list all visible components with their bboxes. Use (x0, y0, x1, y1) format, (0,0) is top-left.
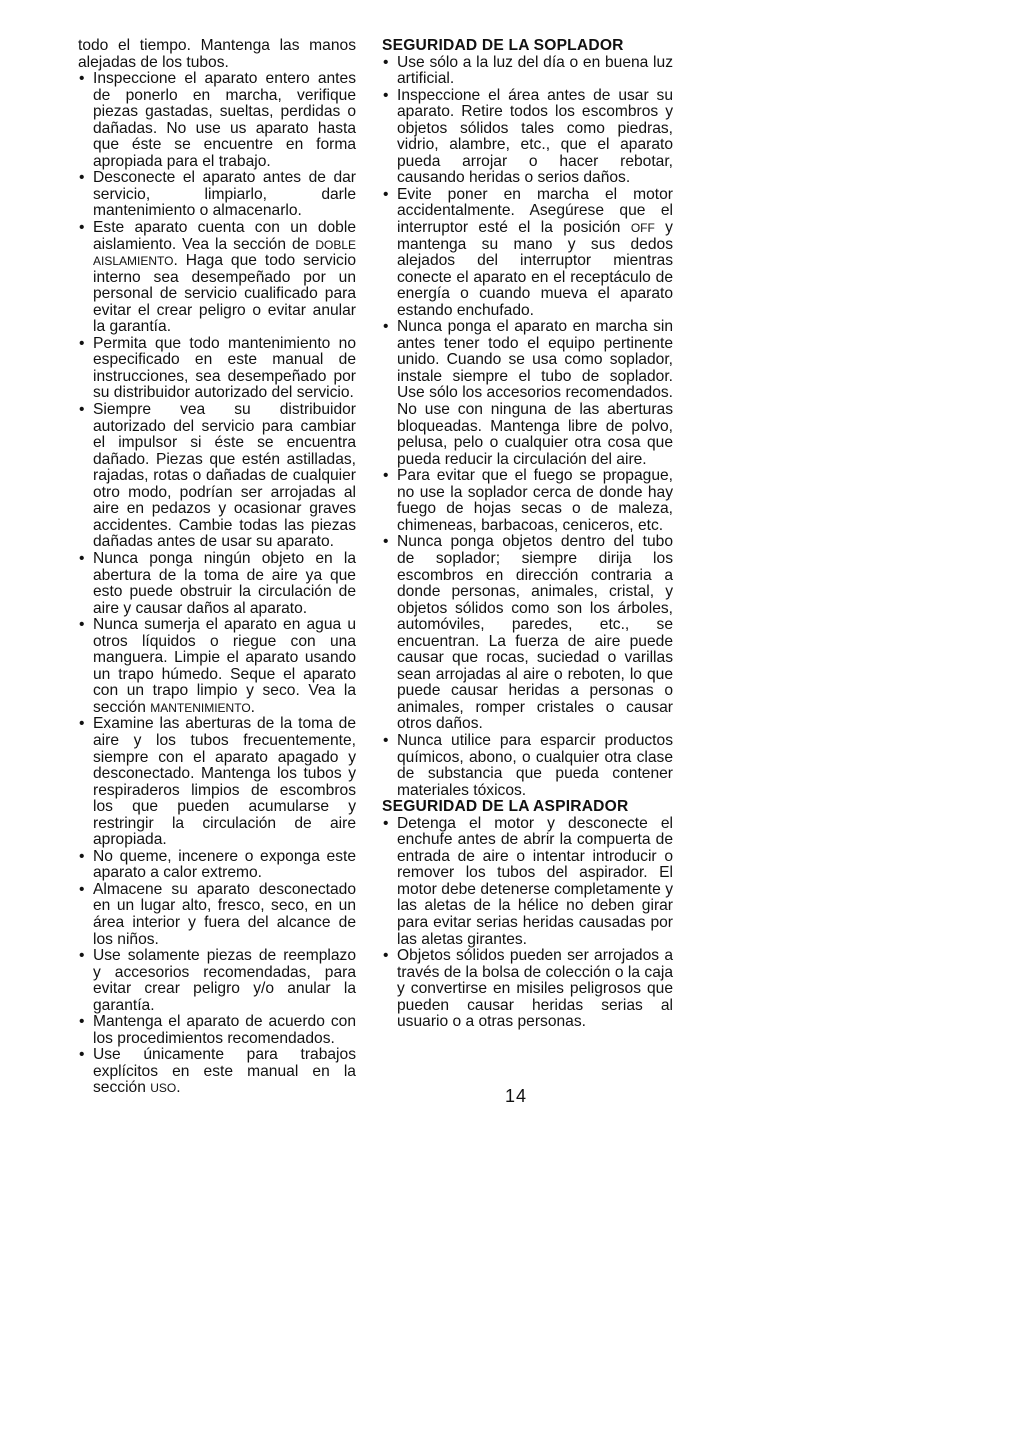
item-text: Nunca sumerja el aparato en agua u otros líquidos o riegue con una manguera. Limpie el aparato usando un trapo húmedo. Seque el aparato con un trapo limpio y seco. Vea la sección (93, 616, 356, 716)
blower-bullet-list (382, 55, 673, 800)
continued-paragraph: todo el tiempo. Mantenga las manos alejadas de los tubos. (78, 37, 356, 71)
list-item: • Objetos sólidos pueden ser arrojados a través de la bolsa de colección o la caja y convertirse en misiles peligrosos que pueden causar heridas serias al usuario o a otras personas. (382, 948, 673, 1031)
list-item: • Almacene su aparato desconectado en un lugar alto, fresco, seco, en un área interior y fuera del alcance de los niños. (78, 882, 356, 948)
section-heading-vacuum: SEGURIDAD DE LA ASPIRADOR (382, 798, 629, 816)
section-heading-blower: SEGURIDAD DE LA SOPLADOR (382, 37, 624, 54)
list-item: • Inspeccione el aparato entero antes de ponerlo en marcha, verifique piezas gastadas, sueltas, perdidas o dañadas. No use us aparato hasta que éste se encuentre en forma apropiada para el trabajo. (78, 71, 356, 170)
list-item: • Detenga el motor y desconecte el enchufe antes de abrir la compuerta de entrada de aire o intentar introducir o remover los tubos del aspirador. El motor debe detenerse completamente y las aletas de la hélice no deben girar para evitar serias heridas causadas por las aletas girantes. (382, 816, 673, 948)
list-item: • Permita que todo mantenimiento no especificado en este manual de instrucciones, sea desempeñado por su distribuidor autorizado del servicio. (78, 336, 356, 402)
list-item (78, 617, 356, 716)
item-text: Este aparato cuenta con un doble aislamiento. Vea la sección de (93, 219, 356, 253)
item-text: y mantenga su mano y sus dedos alejados del interruptor mientras conecte el aparato en el receptáculo de energía o cuando mueva el aparato estando enchufado. (397, 219, 673, 319)
list-item: • Nunca utilice para esparcir productos químicos, abono, o cualquier otra clase de substancia que pueda contener materiales tóxicos. (382, 733, 673, 799)
list-item: • Examine las aberturas de la toma de aire y los tubos frecuentemente, siempre con el aparato apagado y desconectado. Mantenga los tubos y respiraderos limpios de escombros los que pueden acumularse y restringir la circulación de aire apropiada. (78, 716, 356, 848)
list-item: • Use sólo a la luz del día o en buena luz artificial. (382, 55, 673, 88)
item-text: . (250, 698, 256, 716)
list-item: • Desconecte el aparato antes de dar servicio, limpiarlo, darle mantenimiento o almacenarlo. (78, 170, 356, 220)
switch-position-label: OFF (630, 221, 655, 236)
item-text: . (176, 1079, 181, 1097)
list-item (78, 220, 356, 336)
item-text: Evite poner en marcha el motor accidentalmente. Asegúrese que el interruptor esté el la posición (397, 185, 673, 237)
left-column (78, 38, 356, 1097)
list-item: • Nunca ponga ningún objeto en la abertura de la toma de aire ya que esto puede obstruir la circulación de aire y causar daños al aparato. (78, 551, 356, 617)
list-item: • Siempre vea su distribuidor autorizado del servicio para cambiar el impulsor si éste se encuentra dañado. Piezas que estén astilladas, rajadas, rotas o dañadas de cualquier otro modo, podrían ser arrojadas al aire en pedazos y ocasionar graves accidentes. Cambie todas las piezas dañadas antes de usar su aparato. (78, 402, 356, 551)
list-item: • Inspeccione el área antes de usar su aparato. Retire todos los escombros y objetos sólidos tales como piedras, vidrio, alambre, etc., que el aparato pueda arrojar o hacer rebotar, causando heridas o serios daños. (382, 88, 673, 187)
page-number: 14 (504, 1086, 528, 1106)
left-bullet-list (78, 71, 356, 1097)
list-item (382, 187, 673, 319)
section-reference: DOBLE AISLAMIENTO (93, 237, 356, 269)
item-text: Use únicamente para trabajos explícitos en este manual en la sección (93, 1046, 356, 1097)
list-item: • No queme, incenere o exponga este aparato a calor extremo. (78, 849, 356, 882)
section-reference: USO (150, 1081, 177, 1096)
list-item: • Mantenga el aparato de acuerdo con los procedimientos recomendados. (78, 1014, 356, 1047)
right-column (382, 38, 673, 1031)
list-item: • Para evitar que el fuego se propague, no use la soplador cerca de donde hay fuego de hojas secas o de maleza, chimeneas, barbacoas, ceniceros, etc. (382, 468, 673, 534)
list-item: • Nunca ponga objetos dentro del tubo de soplador; siempre dirija los escombros en dirección contraria a donde personas, animales, cristal, y objetos sólidos como son los árboles, automóviles, paredes, etc., se encuentran. La fuerza de aire puede causar que rocas, suciedad o varillas sean arrojadas al aire o reboten, lo que puede causar heridas a personas o animales, romper cristales o causar otros daños. (382, 534, 673, 733)
list-item: • Nunca ponga el aparato en marcha sin antes tener todo el equipo pertinente unido. Cuando se usa como soplador, instale siempre el tubo de soplador. Use sólo los accesorios recomendados. No use con ninguna de las aberturas bloqueadas. Mantenga libre de polvo, pelusa, pelo o cualquier otra cosa que pueda reducir la circulación del aire. (382, 319, 673, 468)
item-text: . Haga que todo servicio interno sea desempeñado por un personal de servicio cualificado para evitar el crear peligro o evitar anular la garantía. (93, 252, 356, 336)
vacuum-bullet-list (382, 816, 673, 1031)
section-reference: MANTENIMIENTO (150, 700, 251, 715)
list-item: • Use solamente piezas de reemplazo y accesorios recomendadas, para evitar crear peligro y/o anular la garantía. (78, 948, 356, 1014)
